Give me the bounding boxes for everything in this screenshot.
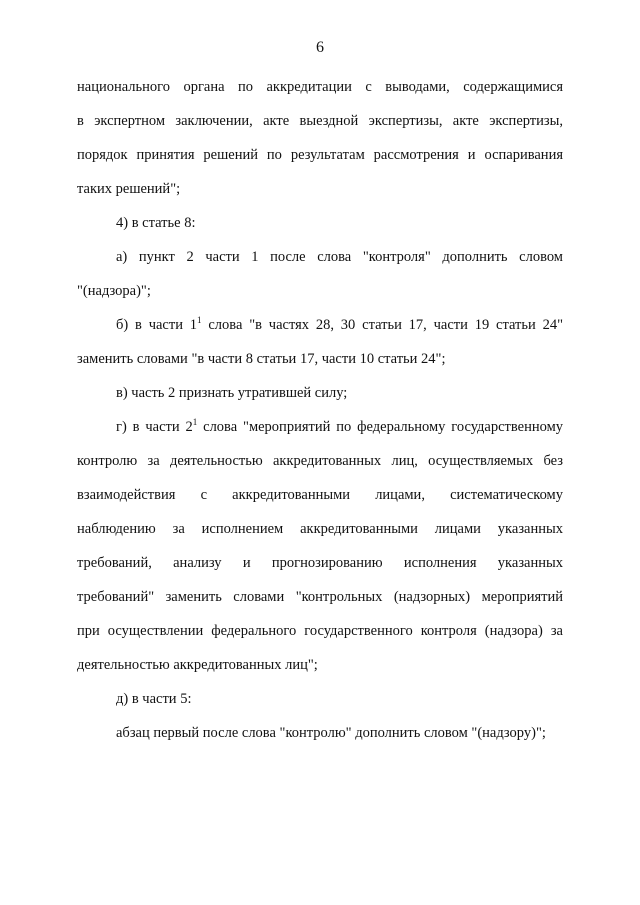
paragraph-line: таких решений"; (77, 181, 181, 197)
paragraph-line: требований" заменить словами "контрольных (надзорных) мероприятий (77, 589, 563, 605)
paragraph-line: наблюдению за исполнением аккредитованными лицами указанных (77, 521, 563, 537)
superscript: 1 (197, 315, 202, 325)
paragraph-line: деятельностью аккредитованных лиц"; (77, 657, 318, 673)
document-body (77, 70, 563, 750)
paragraph-line: контролю за деятельностью аккредитованных лиц, осуществляемых без (77, 453, 563, 469)
paragraph-line: заменить словами "в части 8 статьи 17, части 10 статьи 24"; (77, 351, 446, 367)
paragraph-line (77, 308, 563, 342)
paragraph-line: в экспертном заключении, акте выездной экспертизы, акте экспертизы, (77, 113, 563, 129)
paragraph-line: "(надзора)"; (77, 283, 151, 299)
paragraph-line: национального органа по аккредитации с выводами, содержащимися (77, 79, 563, 95)
paragraph-line: требований, анализу и прогнозированию исполнения указанных (77, 555, 563, 571)
paragraph-line: при осуществлении федерального государственного контроля (надзора) за (77, 623, 563, 639)
paragraph-line: порядок принятия решений по результатам рассмотрения и оспаривания (77, 147, 563, 163)
text-run: г) в части 2 (116, 419, 193, 435)
superscript: 1 (192, 417, 198, 427)
paragraph-line: абзац первый после слова "контролю" дополнить словом "(надзору)"; (116, 725, 546, 741)
text-run: слова "мероприятий по федеральному государственному (197, 419, 563, 435)
paragraph-line: в) часть 2 признать утратившей силу; (116, 385, 348, 401)
text-run: б) в части 1 (116, 317, 198, 333)
paragraph-line (77, 410, 563, 444)
paragraph-line: взаимодействия с аккредитованными лицами, систематическому (77, 487, 563, 503)
paragraph-article-8: 4) в статье 8: (116, 215, 196, 231)
paragraph-line: а) пункт 2 части 1 после слова "контроля" дополнить словом (116, 249, 563, 265)
page-number: 6 (316, 39, 324, 56)
text-run: слова "в частях 28, 30 статьи 17, части 19 статьи 24" (201, 317, 563, 333)
paragraph-line: д) в части 5: (116, 691, 192, 707)
